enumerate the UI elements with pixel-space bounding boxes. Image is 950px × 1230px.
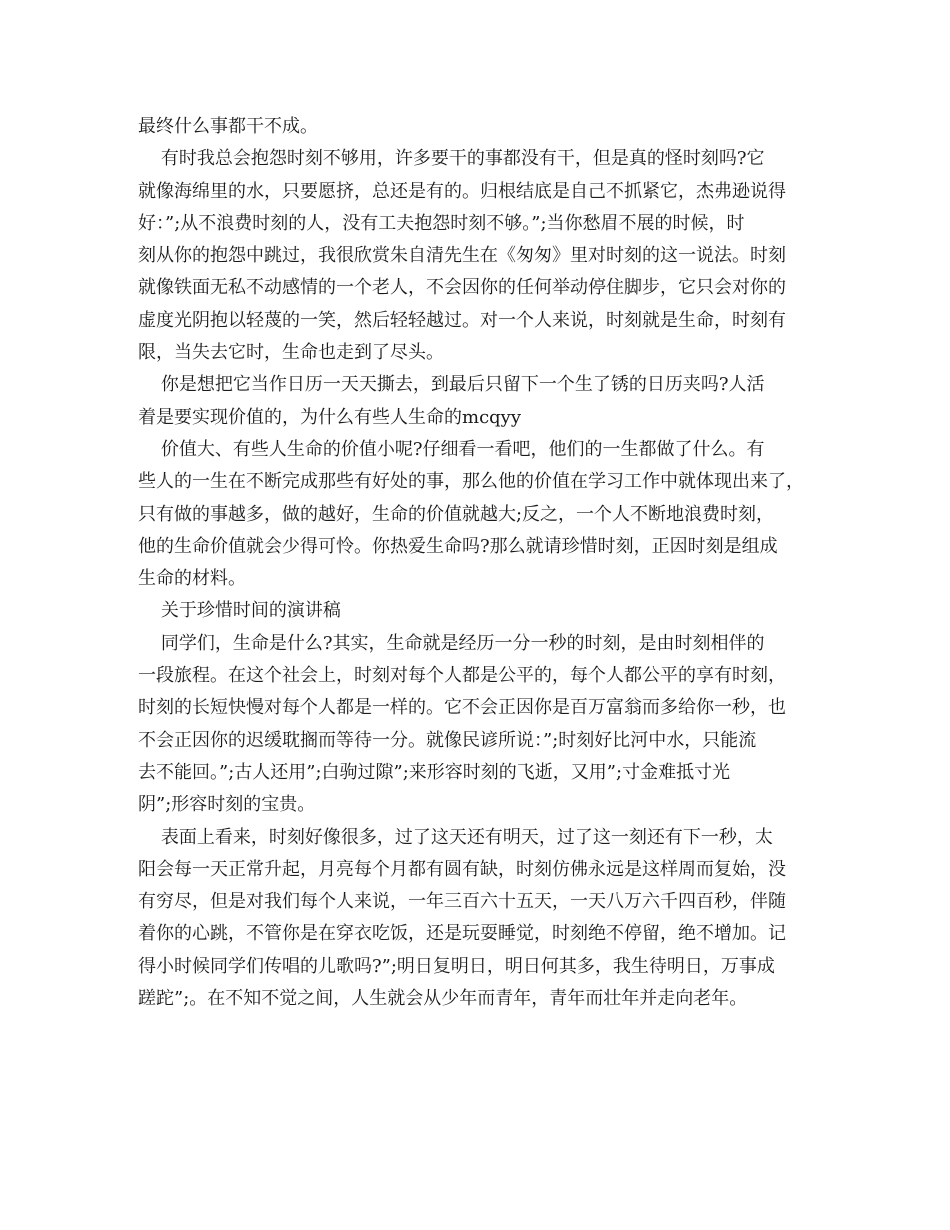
text-line: 最终什么事都干不成。 (138, 116, 318, 137)
document-body (138, 111, 818, 1015)
text-line: 一段旅程。在这个社会上，时刻对每个人都是公平的，每个人都公平的享有时刻， (138, 665, 786, 687)
text-line: 你是想把它当作日历一天天撕去，到最后只留下一个生了锈的日历夹吗?人活 (138, 374, 765, 396)
text-line: 着你的心跳，不管你是在穿衣吃饭，还是玩耍睡觉，时刻绝不停留，绝不增加。记 (138, 923, 786, 945)
text-line: 表面上看来，时刻好像很多，过了这天还有明天，过了这一刻还有下一秒，太 (138, 826, 773, 848)
section-heading: 关于珍惜时间的演讲稿 (138, 600, 341, 622)
text-line: 时刻的长短快慢对每个人都是一样的。它不会正因你是百万富翁而多给你一秒，也 (138, 697, 786, 719)
text-line: 限，当失去它时，生命也走到了尽头。 (138, 342, 444, 364)
text-line: 同学们，生命是什么?其实，生命就是经历一分一秒的时刻，是由时刻相伴的 (138, 632, 765, 654)
text-line: 有时我总会抱怨时刻不够用，许多要干的事都没有干，但是真的怪时刻吗?它 (138, 148, 765, 170)
text-line: 就像铁面无私不动感情的一个老人，不会因你的任何举动停住脚步，它只会对你的 (138, 277, 786, 299)
text-line: 就像海绵里的水，只要愿挤，总还是有的。归根结底是自己不抓紧它，杰弗逊说得 (138, 180, 786, 202)
text-line: 好：”;从不浪费时刻的人，没有工夫抱怨时刻不够。”;当你愁眉不展的时候，时 (138, 212, 745, 234)
text-line: 刻从你的抱怨中跳过，我很欣赏朱自清先生在《匆匆》里对时刻的这一说法。时刻 (138, 245, 786, 267)
text-line: 阳会每一天正常升起，月亮每个月都有圆有缺，时刻仿佛永远是这样周而复始，没 (138, 858, 786, 880)
text-line: 去不能回。”;古人还用”;白驹过隙”;来形容时刻的飞逝，又用”;寸金难抵寸光 (138, 761, 731, 783)
text-line: 生命的材料。 (138, 568, 246, 590)
text-line: 得小时候同学们传唱的儿歌吗?”;明日复明日，明日何其多，我生待明日，万事成 (138, 955, 775, 977)
text-line: 只有做的事越多，做的越好，生命的价值就越大;反之，一个人不断地浪费时刻， (138, 503, 775, 525)
text-line: 蹉跎”;。在不知不觉之间，人生就会从少年而青年，青年而壮年并走向老年。 (138, 988, 748, 1010)
text-line: 阴”;形容时刻的宝贵。 (138, 794, 316, 816)
text-line: 着是要实现价值的，为什么有些人生命的mcqyy (138, 406, 522, 428)
text-line: 他的生命价值就会少得可怜。你热爱生命吗?那么就请珍惜时刻，正因时刻是组成 (138, 535, 778, 557)
text-line: 些人的一生在不断完成那些有好处的事，那么他的价值在学习工作中就体现出来了， (138, 471, 804, 493)
text-line: 有穷尽，但是对我们每个人来说，一年三百六十五天，一天八万六千四百秒，伴随 (138, 891, 786, 913)
text-line: 价值大、有些人生命的价值小呢?仔细看一看吧，他们的一生都做了什么。有 (138, 438, 765, 460)
text-line: 虚度光阴抱以轻蔑的一笑，然后轻轻越过。对一个人来说，时刻就是生命，时刻有 (138, 309, 786, 331)
text-line: 不会正因你的迟缓耽搁而等待一分。就像民谚所说：”;时刻好比河中水，只能流 (138, 729, 757, 751)
